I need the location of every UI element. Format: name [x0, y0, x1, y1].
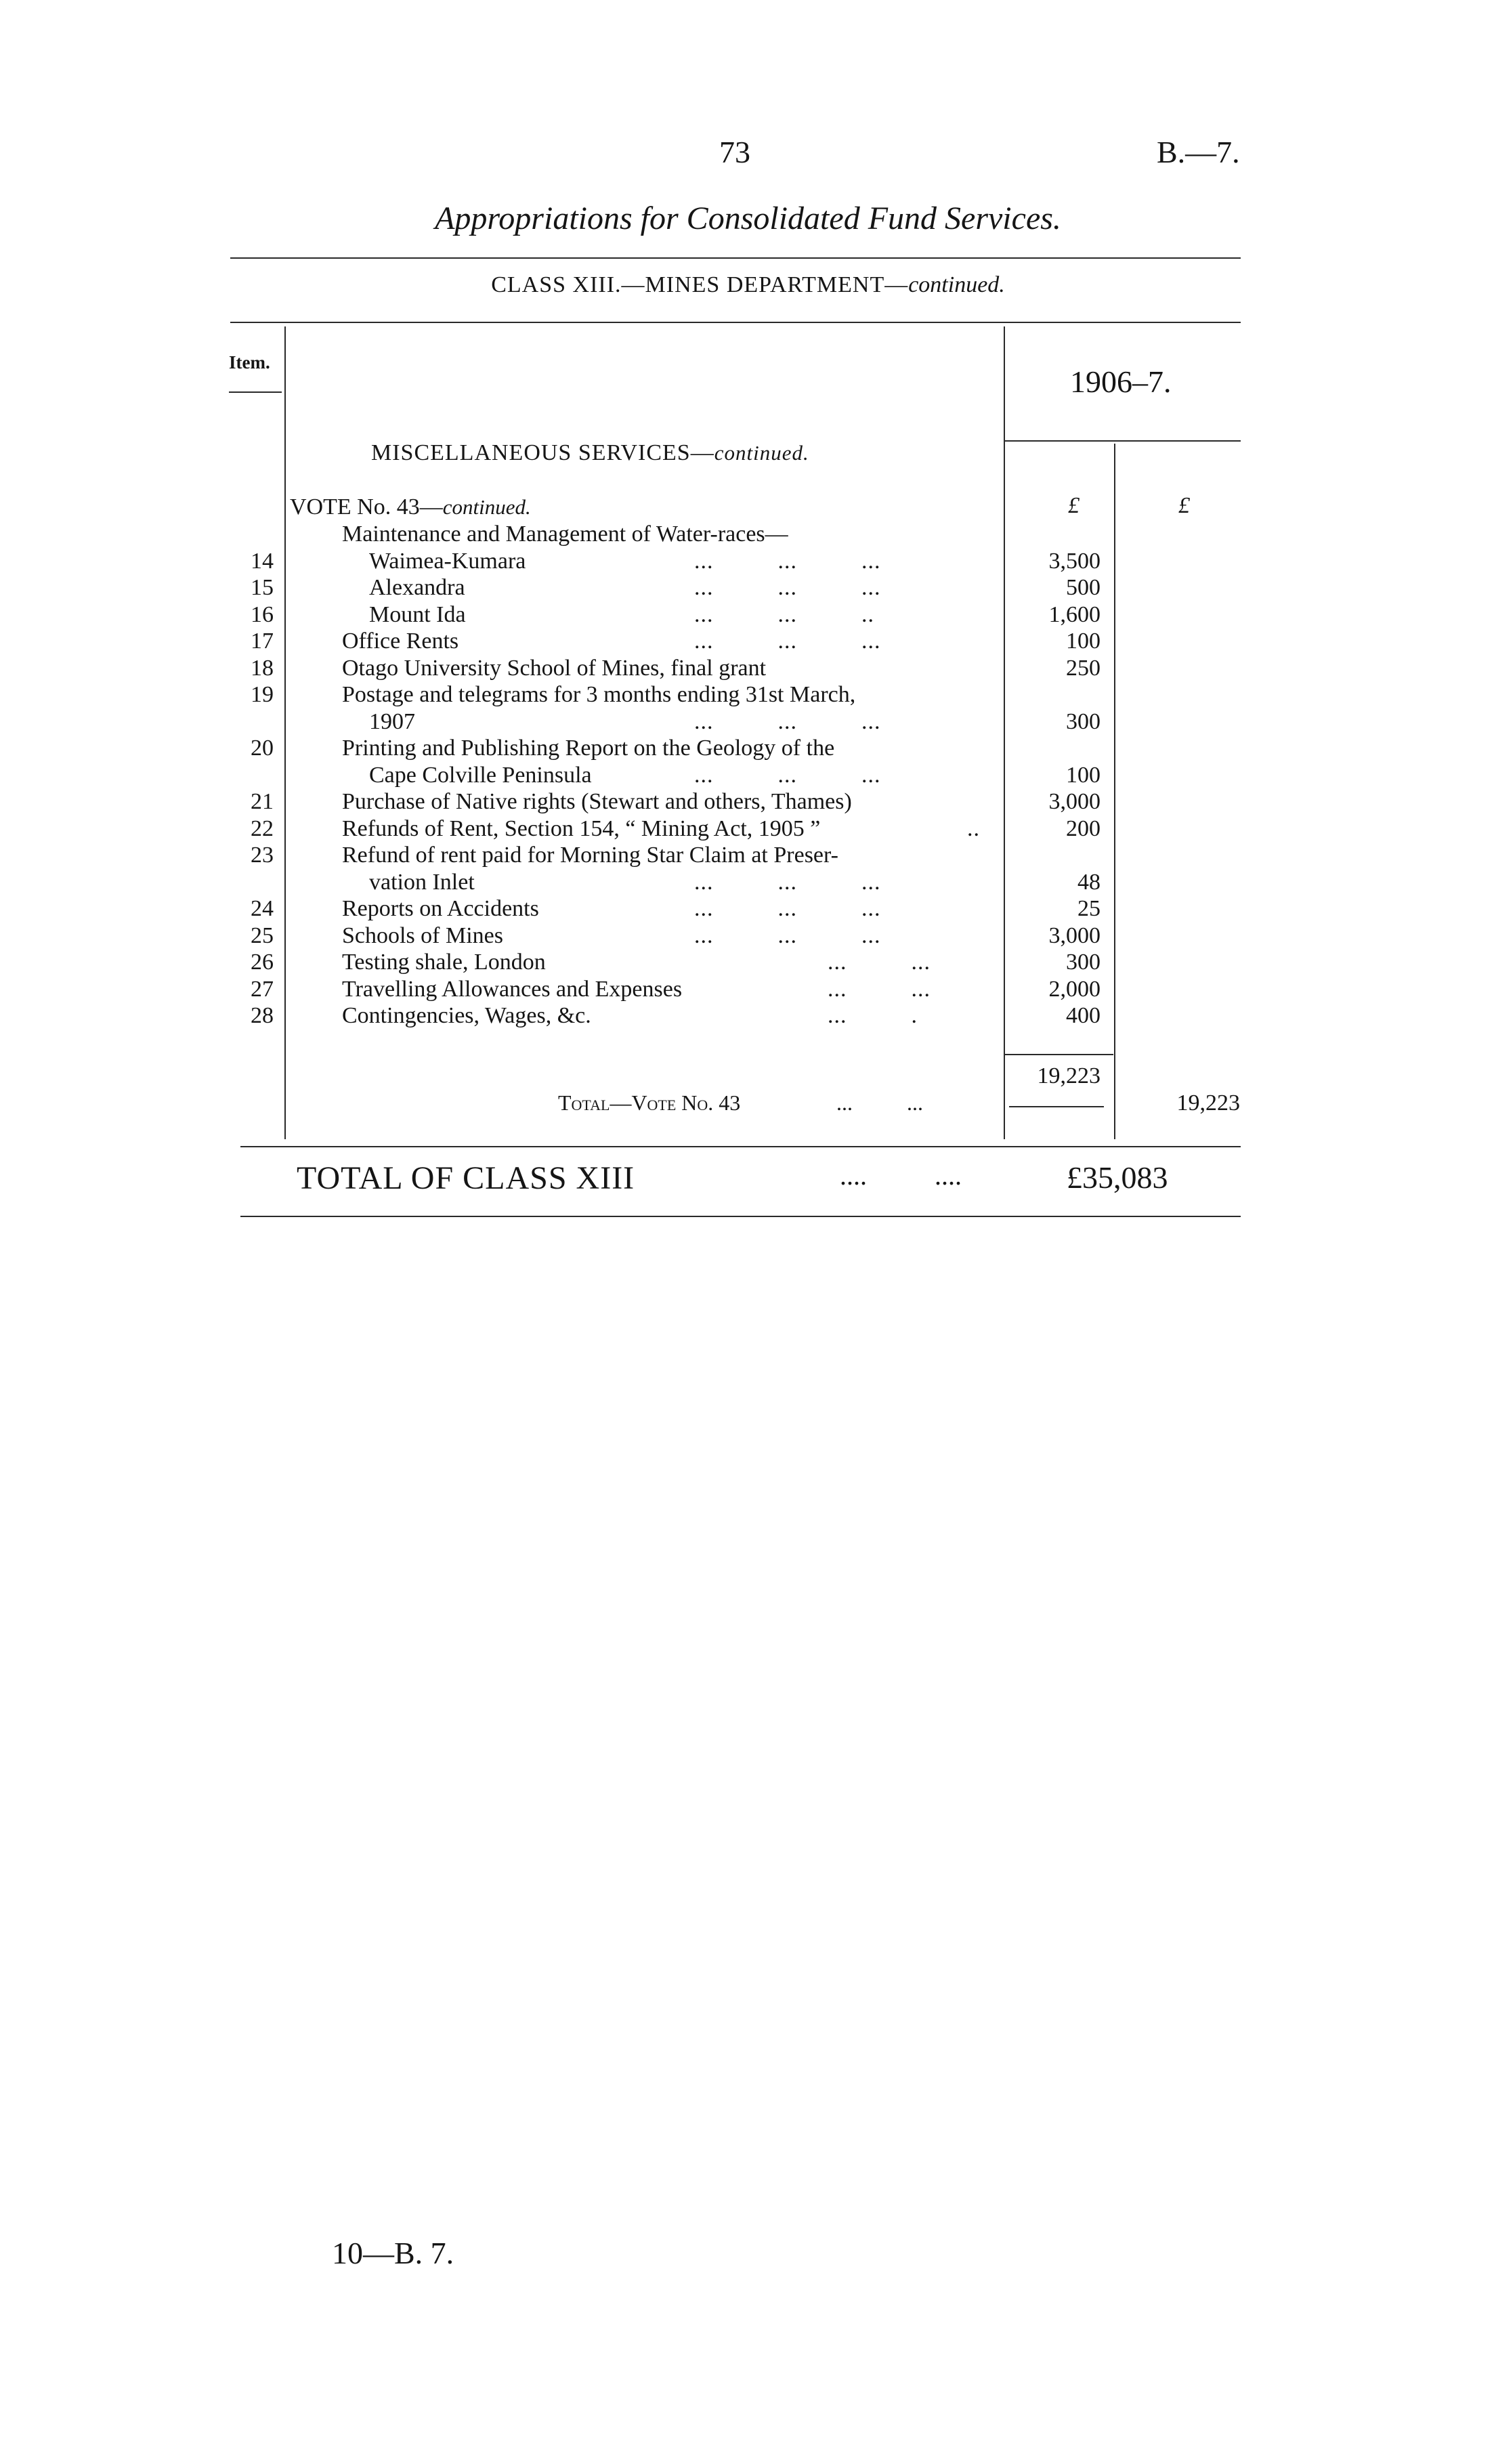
item-amount: 100: [1066, 629, 1100, 654]
item-number: 18: [251, 655, 274, 681]
total-vote-leader: ... ...: [836, 1090, 923, 1115]
item-amount: 500: [1066, 575, 1100, 600]
table-row: [0, 1003, 1496, 1030]
item-description: Reports on Accidents: [342, 896, 539, 921]
total-vote-label: Total—Vote No. 43: [558, 1090, 741, 1115]
section-heading-suffix: continued.: [714, 441, 809, 465]
table-row: [0, 522, 1496, 549]
table-row: [0, 575, 1496, 602]
item-number: 16: [251, 601, 274, 627]
table-row: [0, 736, 1496, 763]
table-row: [0, 602, 1496, 629]
table-row: [0, 843, 1496, 870]
item-amount: 400: [1066, 1003, 1100, 1028]
item-description: vation Inlet: [369, 869, 475, 895]
item-description: 1907: [369, 708, 415, 734]
item-description: Schools of Mines: [342, 922, 503, 948]
table-bottom-rule: [240, 1146, 1241, 1147]
item-number: 26: [251, 950, 274, 975]
item-number: 24: [251, 896, 274, 921]
item-description: Contingencies, Wages, &c.: [342, 1003, 591, 1028]
class-heading-main: CLASS XIII.—MINES DEPARTMENT—: [491, 272, 909, 297]
section-heading: [371, 440, 809, 466]
table-row: [0, 656, 1496, 683]
item-amount: 3,000: [1048, 922, 1100, 948]
item-amount: 300: [1066, 950, 1100, 975]
document-title: Appropriations for Consolidated Fund Services.: [435, 200, 1061, 236]
item-amount: 100: [1066, 762, 1100, 788]
item-number: 23: [251, 843, 274, 868]
item-description: Otago University School of Mines, final grant: [342, 655, 767, 681]
table-row: [0, 682, 1496, 709]
item-number: 27: [251, 976, 274, 1002]
item-number: 21: [251, 789, 274, 814]
dot-leader: ... ...: [828, 950, 931, 975]
table-row: [0, 870, 1496, 897]
table-row: [0, 923, 1496, 950]
table-row: [0, 629, 1496, 656]
item-description: Refund of rent paid for Morning Star Claim at Preser-: [342, 843, 838, 868]
table-row: [0, 709, 1496, 736]
vote-heading: [290, 494, 531, 520]
class-total-leader: .... ....: [840, 1160, 962, 1191]
item-amount: 1,600: [1048, 601, 1100, 627]
item-column-header: Item.: [229, 352, 270, 373]
table-row: [0, 977, 1496, 1004]
class-total-label: TOTAL OF CLASS XIII: [297, 1160, 635, 1196]
item-description: Waimea-Kumara: [369, 548, 526, 574]
item-amount: 48: [1077, 869, 1100, 895]
dot-leader: ... .: [828, 1003, 918, 1028]
class-heading: [0, 272, 1496, 298]
dot-leader: ..: [967, 815, 980, 841]
dot-leader: ... ...: [828, 976, 931, 1002]
item-number: 20: [251, 736, 274, 761]
item-amount: 3,000: [1048, 789, 1100, 814]
vote-heading-suffix: continued.: [442, 495, 531, 519]
class-heading-suffix: continued.: [908, 272, 1005, 297]
item-number: 22: [251, 815, 274, 841]
item-number: 15: [251, 575, 274, 600]
item-description: Testing shale, London: [342, 950, 546, 975]
dot-leader: ... ... ..: [694, 601, 874, 627]
item-amount: 300: [1066, 708, 1100, 734]
table-row: [0, 816, 1496, 843]
item-header-underline: [229, 391, 282, 393]
subtotal-rule: [1005, 1054, 1113, 1055]
item-description: Maintenance and Management of Water-races—: [342, 522, 788, 547]
item-description: Mount Ida: [369, 601, 466, 627]
item-description: Cape Colville Peninsula: [369, 762, 592, 788]
currency-symbol-col1: £: [1068, 493, 1080, 518]
currency-symbol-col2: £: [1178, 493, 1190, 518]
table-row: [0, 789, 1496, 816]
item-description: Refunds of Rent, Section 154, “ Mining Act, 1905 ”: [342, 815, 821, 841]
document-code: B.—7.: [1157, 135, 1240, 169]
subtotal-amount: 19,223: [1037, 1063, 1100, 1088]
item-description: Alexandra: [369, 575, 465, 600]
item-amount: 2,000: [1048, 976, 1100, 1002]
subtotal-underline: [1009, 1106, 1104, 1107]
item-number: 17: [251, 629, 274, 654]
table-row: [0, 549, 1496, 576]
dot-leader: ... ... ...: [694, 629, 881, 654]
page-number: 73: [719, 135, 750, 169]
item-description: Printing and Publishing Report on the Geology of the: [342, 736, 835, 761]
dot-leader: ... ... ...: [694, 922, 881, 948]
year-header-underline: [1005, 440, 1241, 442]
item-amount: 3,500: [1048, 548, 1100, 574]
class-total-amount: £35,083: [1067, 1160, 1168, 1195]
dot-leader: ... ... ...: [694, 548, 881, 574]
item-number: 28: [251, 1003, 274, 1028]
item-amount: 25: [1077, 896, 1100, 921]
class-heading-rule: [230, 322, 1241, 323]
dot-leader: ... ... ...: [694, 708, 881, 734]
item-number: 19: [251, 682, 274, 707]
table-row: [0, 896, 1496, 923]
table-row: [0, 763, 1496, 790]
item-description: Travelling Allowances and Expenses: [342, 976, 683, 1002]
vote-heading-main: VOTE No. 43—: [290, 494, 443, 519]
table-row: [0, 950, 1496, 977]
item-description: Postage and telegrams for 3 months ending 31st March,: [342, 682, 856, 707]
total-vote-amount: 19,223: [1176, 1090, 1240, 1116]
title-rule: [230, 257, 1241, 259]
dot-leader: ... ... ...: [694, 896, 881, 921]
item-number: 25: [251, 922, 274, 948]
dot-leader: ... ... ...: [694, 762, 881, 788]
item-description: Purchase of Native rights (Stewart and others, Thames): [342, 789, 852, 814]
item-amount: 250: [1066, 655, 1100, 681]
footer-signature: 10—B. 7.: [332, 2236, 454, 2270]
class-total-rule: [240, 1216, 1241, 1217]
dot-leader: ... ... ...: [694, 575, 881, 600]
item-description: Office Rents: [342, 629, 459, 654]
dot-leader: ... ... ...: [694, 869, 881, 895]
section-heading-main: MISCELLANEOUS SERVICES—: [371, 440, 714, 465]
item-number: 14: [251, 548, 274, 574]
item-amount: 200: [1066, 815, 1100, 841]
year-column-header: 1906–7.: [1070, 364, 1172, 399]
